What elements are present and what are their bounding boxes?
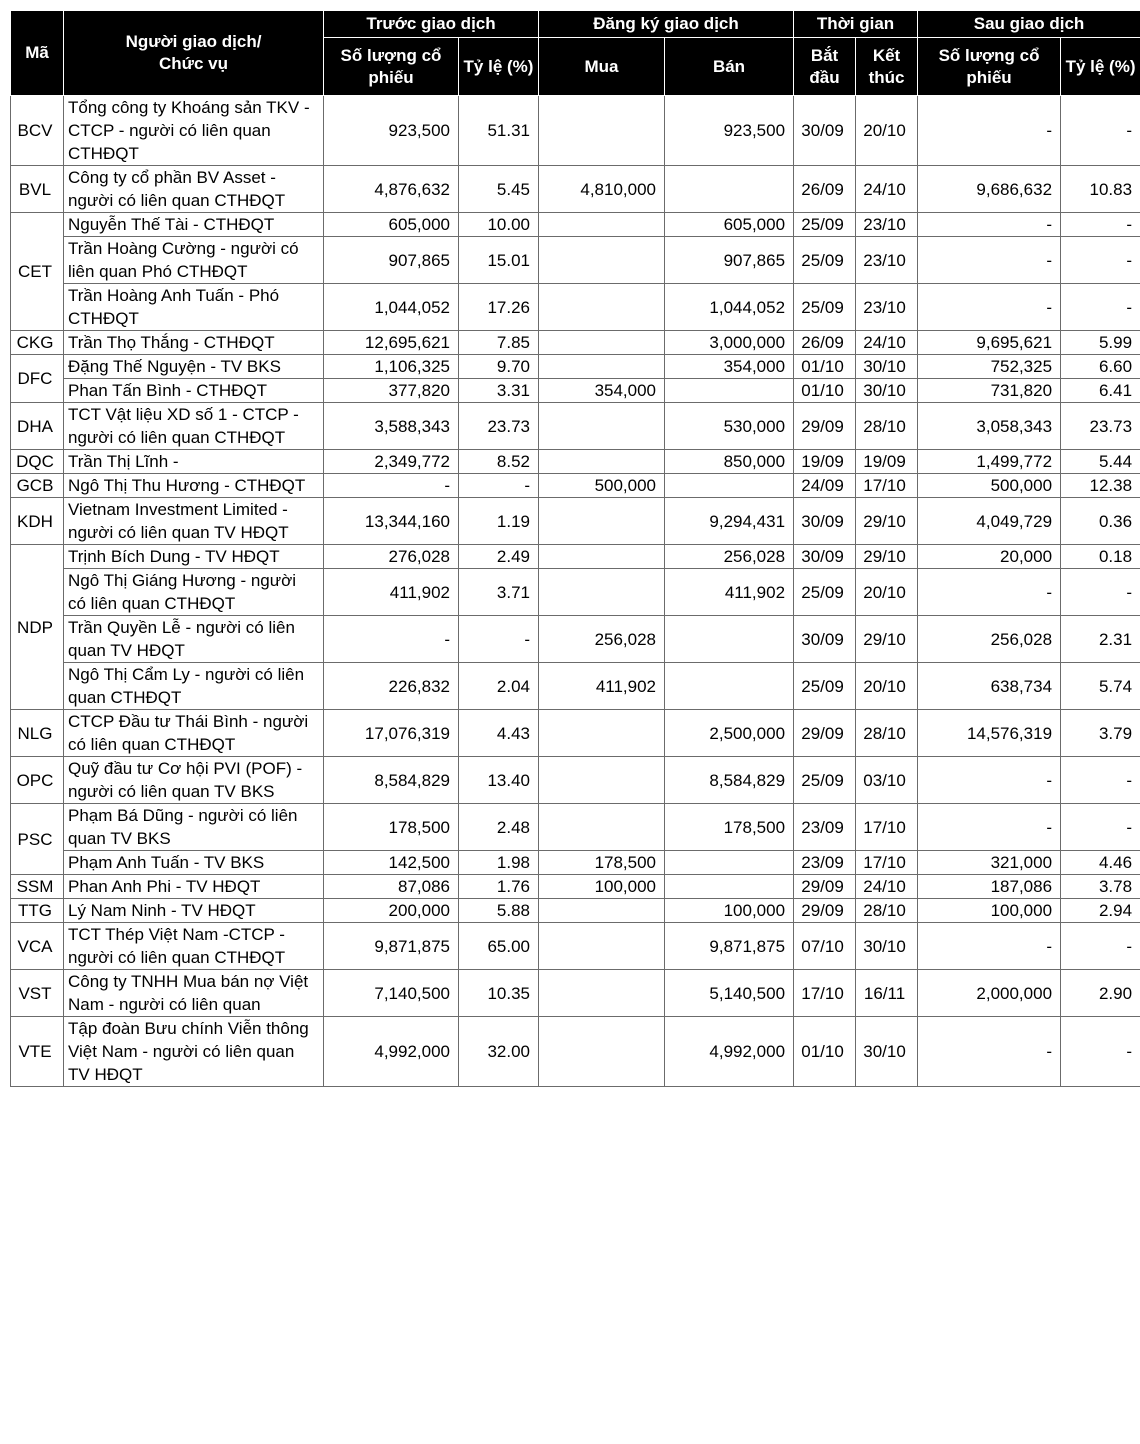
person-name-cell: Trần Hoàng Anh Tuấn - Phó CTHĐQT	[64, 284, 324, 331]
header-registered: Đăng ký giao dịch	[539, 11, 794, 38]
start-date-cell: 25/09	[794, 569, 856, 616]
end-date-cell: 30/10	[856, 379, 918, 403]
after-shares-cell: 321,000	[918, 851, 1061, 875]
before-shares-cell: -	[324, 616, 459, 663]
person-name-cell: Công ty TNHH Mua bán nợ Việt Nam - người có liên quan	[64, 970, 324, 1017]
start-date-cell: 07/10	[794, 923, 856, 970]
after-shares-cell: 4,049,729	[918, 498, 1061, 545]
table-row	[11, 804, 1140, 851]
before-shares-cell: 605,000	[324, 213, 459, 237]
person-name-cell: Nguyễn Thế Tài - CTHĐQT	[64, 213, 324, 237]
start-date-cell: 30/09	[794, 96, 856, 166]
after-shares-cell: -	[918, 1017, 1061, 1087]
start-date-cell: 26/09	[794, 166, 856, 213]
table-row	[11, 450, 1140, 474]
after-ratio-cell: -	[1061, 213, 1140, 237]
end-date-cell: 28/10	[856, 899, 918, 923]
buy-cell	[539, 545, 665, 569]
sell-cell: 4,992,000	[665, 1017, 794, 1087]
after-ratio-cell: 6.60	[1061, 355, 1140, 379]
after-ratio-cell: 12.38	[1061, 474, 1140, 498]
before-ratio-cell: 2.04	[459, 663, 539, 710]
after-ratio-cell: 0.18	[1061, 545, 1140, 569]
end-date-cell: 20/10	[856, 96, 918, 166]
start-date-cell: 29/09	[794, 899, 856, 923]
sell-cell: 9,294,431	[665, 498, 794, 545]
buy-cell	[539, 450, 665, 474]
person-name-cell: Trịnh Bích Dung - TV HĐQT	[64, 545, 324, 569]
table-body	[11, 96, 1140, 1087]
person-name-cell: Ngô Thị Cẩm Ly - người có liên quan CTHĐQT	[64, 663, 324, 710]
before-ratio-cell: 1.98	[459, 851, 539, 875]
header-sell: Bán	[665, 38, 794, 96]
after-shares-cell: -	[918, 923, 1061, 970]
table-row	[11, 1017, 1140, 1087]
table-row	[11, 284, 1140, 331]
buy-cell	[539, 403, 665, 450]
after-shares-cell: -	[918, 237, 1061, 284]
person-name-cell: Ngô Thị Giáng Hương - người có liên quan CTHĐQT	[64, 569, 324, 616]
after-ratio-cell: 5.74	[1061, 663, 1140, 710]
person-name-cell: Phạm Bá Dũng - người có liên quan TV BKS	[64, 804, 324, 851]
buy-cell	[539, 96, 665, 166]
sell-cell: 850,000	[665, 450, 794, 474]
sell-cell	[665, 616, 794, 663]
after-ratio-cell: 3.78	[1061, 875, 1140, 899]
ticker-cell: VCA	[11, 923, 64, 970]
ticker-cell: VTE	[11, 1017, 64, 1087]
sell-cell: 256,028	[665, 545, 794, 569]
end-date-cell: 16/11	[856, 970, 918, 1017]
after-shares-cell: -	[918, 569, 1061, 616]
header-start: Bắt đầu	[794, 38, 856, 96]
table-row	[11, 379, 1140, 403]
before-shares-cell: 7,140,500	[324, 970, 459, 1017]
header-after-ratio: Tỷ lệ (%)	[1061, 38, 1140, 96]
buy-cell	[539, 284, 665, 331]
sell-cell	[665, 474, 794, 498]
after-ratio-cell: -	[1061, 284, 1140, 331]
table-row	[11, 875, 1140, 899]
after-ratio-cell: -	[1061, 757, 1140, 804]
start-date-cell: 23/09	[794, 804, 856, 851]
before-shares-cell: 907,865	[324, 237, 459, 284]
after-shares-cell: 187,086	[918, 875, 1061, 899]
before-shares-cell: 4,992,000	[324, 1017, 459, 1087]
before-ratio-cell: 3.31	[459, 379, 539, 403]
after-shares-cell: 3,058,343	[918, 403, 1061, 450]
start-date-cell: 25/09	[794, 213, 856, 237]
after-shares-cell: 752,325	[918, 355, 1061, 379]
before-shares-cell: 377,820	[324, 379, 459, 403]
sell-cell	[665, 875, 794, 899]
before-ratio-cell: -	[459, 616, 539, 663]
table-row	[11, 757, 1140, 804]
start-date-cell: 01/10	[794, 379, 856, 403]
after-shares-cell: 500,000	[918, 474, 1061, 498]
after-shares-cell: 1,499,772	[918, 450, 1061, 474]
person-name-cell: Tập đoàn Bưu chính Viễn thông Việt Nam - người có liên quan TV HĐQT	[64, 1017, 324, 1087]
person-name-cell: TCT Thép Việt Nam -CTCP - người có liên quan CTHĐQT	[64, 923, 324, 970]
after-ratio-cell: 6.41	[1061, 379, 1140, 403]
ticker-cell: DFC	[11, 355, 64, 403]
person-name-cell: Đặng Thế Nguyện - TV BKS	[64, 355, 324, 379]
after-shares-cell: 20,000	[918, 545, 1061, 569]
ticker-cell: GCB	[11, 474, 64, 498]
table-row	[11, 237, 1140, 284]
after-shares-cell: 14,576,319	[918, 710, 1061, 757]
after-ratio-cell: -	[1061, 923, 1140, 970]
sell-cell: 907,865	[665, 237, 794, 284]
start-date-cell: 25/09	[794, 284, 856, 331]
after-shares-cell: -	[918, 284, 1061, 331]
header-ma: Mã	[11, 11, 64, 96]
person-name-cell: Công ty cổ phần BV Asset - người có liên quan CTHĐQT	[64, 166, 324, 213]
end-date-cell: 30/10	[856, 923, 918, 970]
sell-cell: 1,044,052	[665, 284, 794, 331]
person-name-cell: Phan Anh Phi - TV HĐQT	[64, 875, 324, 899]
person-name-cell: Phạm Anh Tuấn - TV BKS	[64, 851, 324, 875]
before-shares-cell: 13,344,160	[324, 498, 459, 545]
table-row	[11, 498, 1140, 545]
table-row	[11, 474, 1140, 498]
end-date-cell: 28/10	[856, 403, 918, 450]
sell-cell: 178,500	[665, 804, 794, 851]
after-shares-cell: -	[918, 96, 1061, 166]
person-name-cell: Quỹ đầu tư Cơ hội PVI (POF) - người có liên quan TV BKS	[64, 757, 324, 804]
end-date-cell: 23/10	[856, 213, 918, 237]
person-name-cell: Ngô Thị Thu Hương - CTHĐQT	[64, 474, 324, 498]
before-shares-cell: 9,871,875	[324, 923, 459, 970]
start-date-cell: 30/09	[794, 616, 856, 663]
start-date-cell: 29/09	[794, 875, 856, 899]
after-shares-cell: -	[918, 757, 1061, 804]
end-date-cell: 30/10	[856, 355, 918, 379]
end-date-cell: 24/10	[856, 166, 918, 213]
table-row	[11, 923, 1140, 970]
end-date-cell: 23/10	[856, 284, 918, 331]
table-row	[11, 96, 1140, 166]
buy-cell	[539, 331, 665, 355]
end-date-cell: 24/10	[856, 875, 918, 899]
before-shares-cell: -	[324, 474, 459, 498]
end-date-cell: 19/09	[856, 450, 918, 474]
start-date-cell: 30/09	[794, 498, 856, 545]
header-after-shares: Số lượng cổ phiếu	[918, 38, 1061, 96]
after-shares-cell: 9,695,621	[918, 331, 1061, 355]
person-name-cell: Trần Thọ Thắng - CTHĐQT	[64, 331, 324, 355]
ticker-cell: CET	[11, 213, 64, 331]
start-date-cell: 25/09	[794, 237, 856, 284]
person-name-cell: CTCP Đầu tư Thái Bình - người có liên quan CTHĐQT	[64, 710, 324, 757]
before-shares-cell: 3,588,343	[324, 403, 459, 450]
person-name-cell: Phan Tấn Bình - CTHĐQT	[64, 379, 324, 403]
sell-cell: 411,902	[665, 569, 794, 616]
before-ratio-cell: -	[459, 474, 539, 498]
sell-cell: 530,000	[665, 403, 794, 450]
before-shares-cell: 178,500	[324, 804, 459, 851]
ticker-cell: PSC	[11, 804, 64, 875]
end-date-cell: 03/10	[856, 757, 918, 804]
table-row	[11, 545, 1140, 569]
before-ratio-cell: 2.48	[459, 804, 539, 851]
before-ratio-cell: 5.45	[459, 166, 539, 213]
after-ratio-cell: 10.83	[1061, 166, 1140, 213]
buy-cell: 411,902	[539, 663, 665, 710]
table-row	[11, 616, 1140, 663]
sell-cell	[665, 379, 794, 403]
after-ratio-cell: 2.94	[1061, 899, 1140, 923]
header-before-ratio: Tỷ lệ (%)	[459, 38, 539, 96]
ticker-cell: BVL	[11, 166, 64, 213]
sell-cell: 354,000	[665, 355, 794, 379]
buy-cell: 4,810,000	[539, 166, 665, 213]
after-shares-cell: -	[918, 213, 1061, 237]
table-row	[11, 331, 1140, 355]
before-shares-cell: 1,044,052	[324, 284, 459, 331]
header-end: Kết thúc	[856, 38, 918, 96]
after-ratio-cell: 3.79	[1061, 710, 1140, 757]
after-ratio-cell: 23.73	[1061, 403, 1140, 450]
buy-cell	[539, 970, 665, 1017]
sell-cell	[665, 166, 794, 213]
end-date-cell: 29/10	[856, 498, 918, 545]
start-date-cell: 23/09	[794, 851, 856, 875]
start-date-cell: 24/09	[794, 474, 856, 498]
before-ratio-cell: 13.40	[459, 757, 539, 804]
buy-cell	[539, 569, 665, 616]
start-date-cell: 30/09	[794, 545, 856, 569]
end-date-cell: 23/10	[856, 237, 918, 284]
before-ratio-cell: 4.43	[459, 710, 539, 757]
before-shares-cell: 411,902	[324, 569, 459, 616]
before-ratio-cell: 3.71	[459, 569, 539, 616]
ticker-cell: VST	[11, 970, 64, 1017]
before-ratio-cell: 8.52	[459, 450, 539, 474]
before-ratio-cell: 1.19	[459, 498, 539, 545]
ticker-cell: BCV	[11, 96, 64, 166]
buy-cell	[539, 899, 665, 923]
buy-cell	[539, 923, 665, 970]
after-shares-cell: -	[918, 804, 1061, 851]
sell-cell: 8,584,829	[665, 757, 794, 804]
end-date-cell: 30/10	[856, 1017, 918, 1087]
ticker-cell: NDP	[11, 545, 64, 710]
sell-cell: 3,000,000	[665, 331, 794, 355]
before-ratio-cell: 51.31	[459, 96, 539, 166]
ticker-cell: KDH	[11, 498, 64, 545]
ticker-cell: DHA	[11, 403, 64, 450]
table-row	[11, 213, 1140, 237]
buy-cell	[539, 1017, 665, 1087]
header-before: Trước giao dịch	[324, 11, 539, 38]
before-shares-cell: 4,876,632	[324, 166, 459, 213]
end-date-cell: 17/10	[856, 804, 918, 851]
buy-cell	[539, 237, 665, 284]
ticker-cell: DQC	[11, 450, 64, 474]
sell-cell: 100,000	[665, 899, 794, 923]
before-shares-cell: 200,000	[324, 899, 459, 923]
after-ratio-cell: 2.31	[1061, 616, 1140, 663]
buy-cell	[539, 355, 665, 379]
sell-cell: 923,500	[665, 96, 794, 166]
end-date-cell: 17/10	[856, 851, 918, 875]
person-name-cell: Trần Quyền Lễ - người có liên quan TV HĐQT	[64, 616, 324, 663]
sell-cell: 2,500,000	[665, 710, 794, 757]
buy-cell: 256,028	[539, 616, 665, 663]
start-date-cell: 01/10	[794, 355, 856, 379]
header-buy: Mua	[539, 38, 665, 96]
table-row	[11, 355, 1140, 379]
before-ratio-cell: 9.70	[459, 355, 539, 379]
sell-cell	[665, 663, 794, 710]
before-shares-cell: 226,832	[324, 663, 459, 710]
after-shares-cell: 100,000	[918, 899, 1061, 923]
after-ratio-cell: -	[1061, 1017, 1140, 1087]
buy-cell	[539, 757, 665, 804]
end-date-cell: 29/10	[856, 616, 918, 663]
person-name-cell: Trần Thị Lĩnh -	[64, 450, 324, 474]
ticker-cell: TTG	[11, 899, 64, 923]
start-date-cell: 19/09	[794, 450, 856, 474]
before-ratio-cell: 32.00	[459, 1017, 539, 1087]
table-row	[11, 899, 1140, 923]
table-row	[11, 970, 1140, 1017]
end-date-cell: 20/10	[856, 663, 918, 710]
ticker-cell: SSM	[11, 875, 64, 899]
before-ratio-cell: 10.35	[459, 970, 539, 1017]
before-ratio-cell: 10.00	[459, 213, 539, 237]
before-shares-cell: 17,076,319	[324, 710, 459, 757]
table-row	[11, 851, 1140, 875]
header-after: Sau giao dịch	[918, 11, 1140, 38]
end-date-cell: 17/10	[856, 474, 918, 498]
table-row	[11, 569, 1140, 616]
person-name-cell: TCT Vật liệu XD số 1 - CTCP - người có liên quan CTHĐQT	[64, 403, 324, 450]
before-ratio-cell: 5.88	[459, 899, 539, 923]
after-ratio-cell: -	[1061, 804, 1140, 851]
end-date-cell: 20/10	[856, 569, 918, 616]
ticker-cell: OPC	[11, 757, 64, 804]
person-name-cell: Vietnam Investment Limited - người có liên quan TV HĐQT	[64, 498, 324, 545]
before-ratio-cell: 65.00	[459, 923, 539, 970]
header-before-shares: Số lượng cổ phiếu	[324, 38, 459, 96]
end-date-cell: 29/10	[856, 545, 918, 569]
start-date-cell: 17/10	[794, 970, 856, 1017]
after-shares-cell: 9,686,632	[918, 166, 1061, 213]
buy-cell	[539, 710, 665, 757]
after-shares-cell: 638,734	[918, 663, 1061, 710]
insider-trading-table	[10, 10, 1140, 1087]
before-shares-cell: 276,028	[324, 545, 459, 569]
sell-cell	[665, 851, 794, 875]
after-shares-cell: 2,000,000	[918, 970, 1061, 1017]
before-shares-cell: 8,584,829	[324, 757, 459, 804]
after-ratio-cell: 2.90	[1061, 970, 1140, 1017]
before-ratio-cell: 1.76	[459, 875, 539, 899]
before-ratio-cell: 2.49	[459, 545, 539, 569]
after-ratio-cell: 0.36	[1061, 498, 1140, 545]
header-person: Người giao dịch/ Chức vụ	[64, 11, 324, 96]
buy-cell	[539, 213, 665, 237]
sell-cell: 9,871,875	[665, 923, 794, 970]
before-shares-cell: 2,349,772	[324, 450, 459, 474]
table-row	[11, 166, 1140, 213]
start-date-cell: 01/10	[794, 1017, 856, 1087]
buy-cell	[539, 804, 665, 851]
header-time: Thời gian	[794, 11, 918, 38]
before-shares-cell: 87,086	[324, 875, 459, 899]
sell-cell: 605,000	[665, 213, 794, 237]
before-shares-cell: 1,106,325	[324, 355, 459, 379]
table-header	[11, 11, 1140, 96]
buy-cell: 100,000	[539, 875, 665, 899]
before-shares-cell: 923,500	[324, 96, 459, 166]
before-ratio-cell: 23.73	[459, 403, 539, 450]
person-name-cell: Trần Hoàng Cường - người có liên quan Phó CTHĐQT	[64, 237, 324, 284]
person-name-cell: Lý Nam Ninh - TV HĐQT	[64, 899, 324, 923]
after-ratio-cell: 4.46	[1061, 851, 1140, 875]
start-date-cell: 25/09	[794, 757, 856, 804]
sell-cell: 5,140,500	[665, 970, 794, 1017]
after-shares-cell: 731,820	[918, 379, 1061, 403]
before-ratio-cell: 15.01	[459, 237, 539, 284]
after-ratio-cell: -	[1061, 569, 1140, 616]
buy-cell: 500,000	[539, 474, 665, 498]
before-ratio-cell: 7.85	[459, 331, 539, 355]
before-ratio-cell: 17.26	[459, 284, 539, 331]
before-shares-cell: 142,500	[324, 851, 459, 875]
start-date-cell: 29/09	[794, 403, 856, 450]
table-row	[11, 403, 1140, 450]
after-ratio-cell: 5.44	[1061, 450, 1140, 474]
ticker-cell: CKG	[11, 331, 64, 355]
end-date-cell: 28/10	[856, 710, 918, 757]
person-name-cell: Tổng công ty Khoáng sản TKV - CTCP - người có liên quan CTHĐQT	[64, 96, 324, 166]
before-shares-cell: 12,695,621	[324, 331, 459, 355]
start-date-cell: 25/09	[794, 663, 856, 710]
after-shares-cell: 256,028	[918, 616, 1061, 663]
after-ratio-cell: 5.99	[1061, 331, 1140, 355]
ticker-cell: NLG	[11, 710, 64, 757]
start-date-cell: 29/09	[794, 710, 856, 757]
table-row	[11, 710, 1140, 757]
buy-cell	[539, 498, 665, 545]
after-ratio-cell: -	[1061, 237, 1140, 284]
end-date-cell: 24/10	[856, 331, 918, 355]
table-row	[11, 663, 1140, 710]
after-ratio-cell: -	[1061, 96, 1140, 166]
start-date-cell: 26/09	[794, 331, 856, 355]
buy-cell: 178,500	[539, 851, 665, 875]
buy-cell: 354,000	[539, 379, 665, 403]
